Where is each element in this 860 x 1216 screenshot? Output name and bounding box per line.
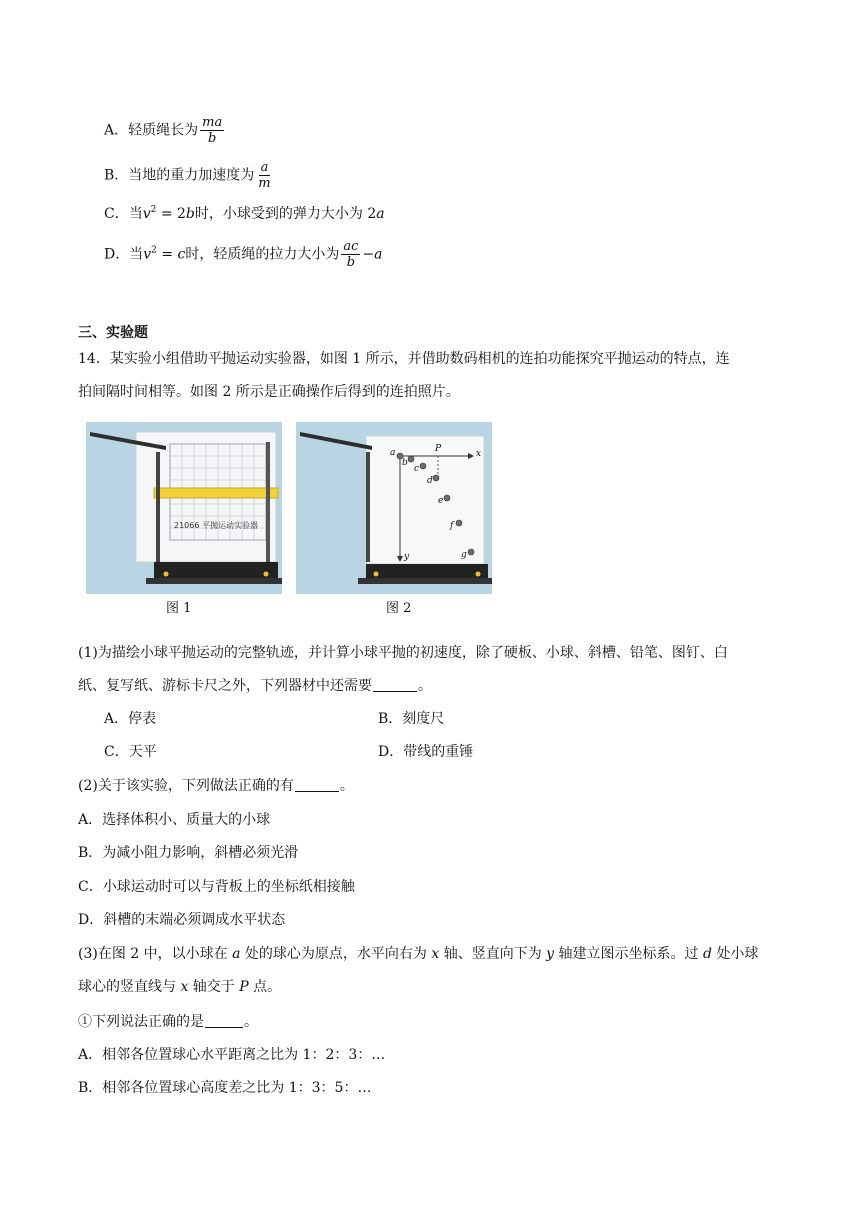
board-label: 21066 平抛运动实验器 [174,521,258,530]
sub2-option-c: C．小球运动时可以与背板上的坐标纸相接触 [78,879,355,895]
axis-label-y: y [404,552,410,562]
option-d: D．当$v^2 = c$时，轻质绳的拉力大小为 $\frac{ac}{b}$ −a [104,239,383,270]
sub3-line1: (3)在图 2 中，以小球在 a 处的球心为原点，水平向右为 x 轴、竖直向下为 y 轴建立图示坐标系。过 d 处小球 [78,946,759,962]
fraction: $\frac{ma}{b}$ [202,115,223,146]
point-label-b: b [402,458,408,468]
section-title: 三、实验题 [78,325,148,341]
sub1-option-d: D．带线的重锤 [378,744,474,760]
answer-blank[interactable] [373,677,417,692]
sub1-line2: 纸、复写纸、游标卡尺之外，下列器材中还需要 。 [78,678,432,694]
q14-stem-line2: 拍间隔时间相等。如图 2 所示是正确操作后得到的连拍照片。 [78,384,460,400]
option-a [104,115,226,146]
point-label-c: c [414,464,420,474]
figure-1-photo [86,422,282,594]
point-label-p: P [435,444,442,454]
option-b-label: B．当地的重力加速度为 [104,167,255,184]
figure-1-apparatus [86,422,282,594]
point-label-e: e [438,496,444,506]
sub1-line1: (1)为描绘小球平抛运动的完整轨迹，并计算小球平抛的初速度，除了硬板、小球、斜槽、铅笔、图钉、白 [78,645,728,661]
option-c: C．当$v^2 = 2b$时，小球受到的弹力大小为 2a [104,205,385,222]
sub3-line2: 球心的竖直线与 x 轴交于 P 点。 [78,979,282,995]
option-b [104,160,275,191]
q14-stem-line1: 14．某实验小组借助平抛运动实验器，如图 1 所示，并借助数码相机的连拍功能探究平抛运动的特点，连 [78,351,730,367]
sub2-option-d: D．斜槽的末端必须调成水平状态 [78,912,286,928]
option-a-label: A．轻质绳长为 [104,122,199,139]
sub3-q1-stem: ①下列说法正确的是 。 [78,1014,258,1030]
point-label-d: d [427,476,433,486]
answer-blank[interactable] [295,777,339,792]
axis-label-x: x [476,449,482,459]
answer-blank[interactable] [205,1013,243,1028]
figure-2-caption: 图 2 [386,601,412,616]
fraction: $\frac{a}{m}$ [258,160,271,191]
sub1-option-b: B．刻度尺 [378,711,445,727]
sub3-option-a: A．相邻各位置球心水平距离之比为 1：2：3：… [78,1047,386,1063]
sub1-option-c: C．天平 [104,744,157,760]
point-label-a: a [390,448,396,458]
sub2-stem: (2)关于该实验，下列做法正确的有 。 [78,778,354,794]
point-label-f: f [450,521,454,531]
fraction: $\frac{ac}{b}$ [343,239,359,270]
figure-2-photo [296,422,492,594]
sub1-option-a: A．停表 [104,711,157,727]
figure-1-caption: 图 1 [166,601,192,616]
sub2-option-b: B．为减小阻力影响，斜槽必须光滑 [78,845,299,861]
sub2-option-a: A．选择体积小、质量大的小球 [78,812,271,828]
sub3-option-b: B．相邻各位置球心高度差之比为 1：3：5：… [78,1080,372,1096]
point-label-g: g [461,550,467,560]
